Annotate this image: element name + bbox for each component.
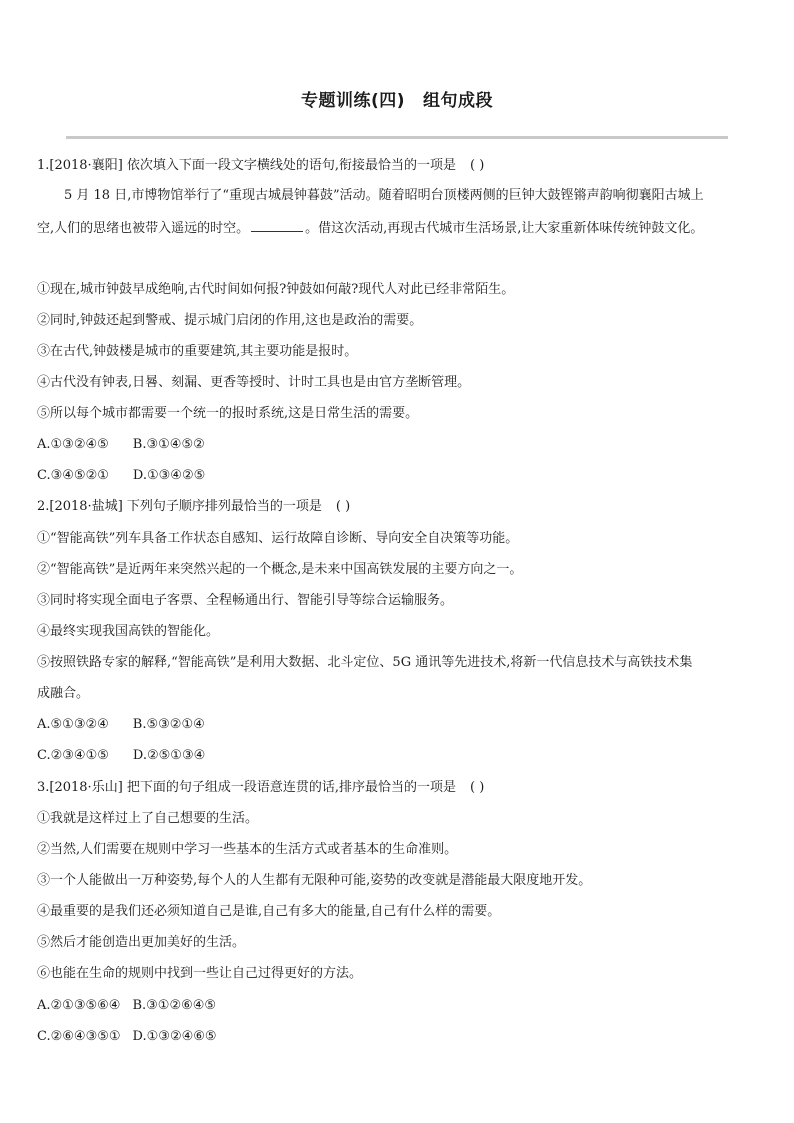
q1-stem: 1.[2018·襄阳] 依次填入下面一段文字横线处的语句,衔接最恰当的一项是 ( ) — [37, 158, 485, 173]
q2-sentence-5: ⑤按照铁路专家的解释,“智能高铁”是利用大数据、北斗定位、5G 通讯等先进技术,将新一代信息技术与高铁技术集 — [37, 655, 693, 670]
q1-option-c: C.③④⑤②① — [37, 468, 109, 483]
q3-sentence-3: ③一个人能做出一万种姿势,每个人的人生都有无限种可能,姿势的改变就是潜能最大限度地开发。 — [37, 873, 592, 888]
page-title — [0, 86, 794, 111]
q1-passage-line-2: 空,人们的思绪也被带入遥远的时空。 。借这次活动,再现古代城市生活场景,让大家重新体味传统钟鼓文化。 — [37, 221, 704, 236]
q2-option-b: B.⑤③②①④ — [132, 717, 205, 732]
q1-sentence-1: ①现在,城市钟鼓早成绝响,古代时间如何报?钟鼓如何敲?现代人对此已经非常陌生。 — [37, 282, 515, 297]
q3-stem: 3.[2018·乐山] 把下面的句子组成一段语意连贯的话,排序最恰当的一项是 ( ) — [37, 780, 485, 795]
q2-sentence-4: ④最终实现我国高铁的智能化。 — [37, 624, 220, 639]
q1-options-row-2 — [37, 468, 205, 484]
q2-answer-paren: ( ) — [335, 499, 351, 514]
q1-option-a: A.①③②④⑤ — [37, 437, 109, 452]
title-topic: 组句成段 — [423, 91, 494, 111]
q3-answer-paren: ( ) — [470, 780, 485, 795]
q3-options-row-1 — [37, 998, 216, 1014]
q3-option-d: D.①③②④⑥⑤ — [132, 1029, 217, 1044]
q3-sentence-4: ④最重要的是我们还必须知道自己是谁,自己有多大的能量,自己有什么样的需要。 — [37, 904, 501, 919]
q3-sentence-5: ⑤然后才能创造出更加美好的生活。 — [37, 935, 246, 950]
q1-sentence-5: ⑤所以每个城市都需要一个统一的报时系统,这是日常生活的需要。 — [37, 406, 419, 421]
q2-option-d: D.②⑤①③④ — [132, 748, 206, 763]
q1-option-d: D.①③④②⑤ — [132, 468, 206, 483]
q2-option-a: A.⑤①③②④ — [37, 717, 109, 732]
q2-sentence-2: ②“智能高铁”是近两年来突然兴起的一个概念,是未来中国高铁发展的主要方向之一。 — [37, 562, 523, 577]
q2-sentence-1: ①“智能高铁”列车具备工作状态自感知、运行故障自诊断、导向安全自决策等功能。 — [37, 531, 519, 546]
q2-sentence-3: ③同时将实现全面电子客票、全程畅通出行、智能引导等综合运输服务。 — [37, 593, 454, 608]
q1-options-row-1 — [37, 437, 205, 453]
q2-option-c: C.②③④①⑤ — [37, 748, 109, 763]
q3-sentence-2: ②当然,人们需要在规则中学习一些基本的生活方式或者基本的生命准则。 — [37, 842, 458, 857]
q3-option-c: C.②⑥④③⑤① — [37, 1029, 121, 1044]
q2-options-row-1 — [37, 717, 205, 733]
q3-options-row-2 — [37, 1029, 217, 1045]
q3-option-a: A.②①③⑤⑥④ — [37, 998, 121, 1013]
q3-option-b: B.③①②⑥④⑤ — [132, 998, 217, 1013]
q1-fill-blank — [251, 219, 303, 232]
q1-sentence-4: ④古代没有钟表,日晷、刻漏、更香等授时、计时工具也是由官方垄断管理。 — [37, 375, 471, 390]
q1-passage-line-1: 5 月 18 日,市博物馆举行了“重现古城晨钟暮鼓”活动。随着昭明台顶楼两侧的巨钟大鼓铿锵声韵响彻襄阳古城上 — [64, 188, 704, 203]
title-main: 专题训练(四) — [300, 91, 406, 111]
q2-options-row-2 — [37, 748, 205, 764]
q3-sentence-6: ⑥也能在生命的规则中找到一些让自己过得更好的方法。 — [37, 966, 363, 981]
title-divider — [66, 136, 728, 139]
q2-sentence-5-cont: 成融合。 — [37, 686, 90, 701]
q1-answer-paren: ( ) — [470, 158, 485, 173]
q1-sentence-2: ②同时,钟鼓还起到警戒、提示城门启闭的作用,这也是政治的需要。 — [37, 313, 423, 328]
q1-sentence-3: ③在古代,钟鼓楼是城市的重要建筑,其主要功能是报时。 — [37, 344, 358, 359]
q1-option-b: B.③①④⑤② — [132, 437, 205, 452]
q2-stem: 2.[2018·盐城] 下列句子顺序排列最恰当的一项是 ( ) — [37, 499, 351, 514]
q3-sentence-1: ①我就是这样过上了自己想要的生活。 — [37, 811, 259, 826]
